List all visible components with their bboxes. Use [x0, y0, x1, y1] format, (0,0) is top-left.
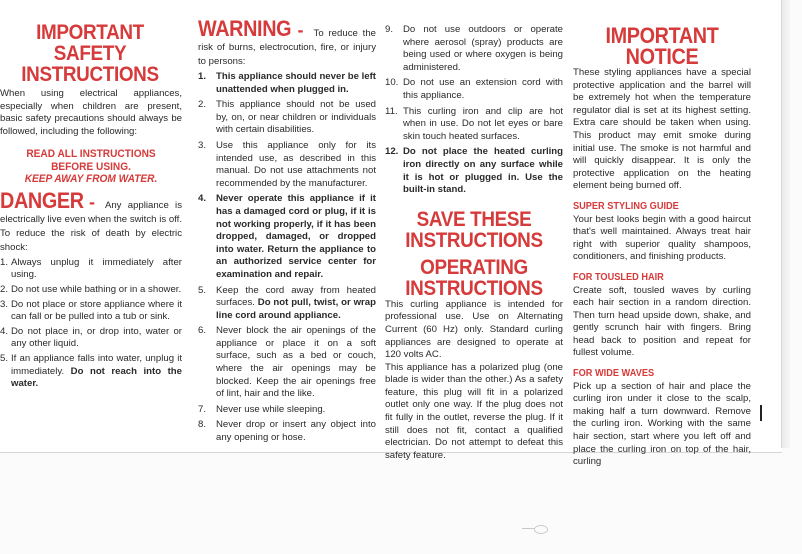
- item-number: 9.: [385, 24, 394, 35]
- safety-title: IMPORTANT SAFETY INSTRUCTIONS: [21, 21, 159, 86]
- danger-list: [0, 257, 182, 391]
- item-bold-text: Do not place the heated curling iron directly on any surface while it is hot or plugged in. Use the built-in stand.: [403, 146, 563, 196]
- item-number: 5.: [0, 353, 9, 365]
- operating-instructions-line1: OPERATING: [420, 255, 528, 279]
- wide-waves-heading: FOR WIDE WAVES: [573, 368, 655, 380]
- list-item: [198, 140, 376, 190]
- item-text: Never drop or insert any object into any opening or hose.: [216, 419, 376, 444]
- tousled-hair-heading: FOR TOUSLED HAIR: [573, 271, 664, 283]
- list-item: [0, 326, 182, 351]
- warning-list-continued: [385, 24, 563, 197]
- styling-guide-text: Your best looks begin with a good haircut that's well maintained. Always treat hair right with superior quality shampoos, conditioners, and finishing products.: [573, 213, 751, 263]
- warning-list: [198, 71, 376, 445]
- item-bold-text: Never operate this appliance if it has a damaged cord or plug, if it is not working properly, if it has been dropped, damaged, or dropped into water. Return the appliance to an authorized service center for examination and repair.: [216, 193, 376, 280]
- styling-guide-heading: SUPER STYLING GUIDE: [573, 200, 679, 212]
- item-number: 2.: [198, 99, 207, 111]
- danger-heading: [0, 187, 182, 255]
- list-item: [0, 284, 182, 297]
- item-text: Keep the cord away from heated surfaces.: [216, 284, 376, 309]
- item-number: 4.: [0, 325, 9, 337]
- item-number: 7.: [198, 403, 207, 415]
- text-cursor-mark: [760, 405, 762, 421]
- item-number: 12.: [385, 146, 399, 158]
- item-number: 3.: [198, 139, 207, 151]
- list-item: [198, 285, 376, 323]
- item-text: Do not place or store appliance where it can fall or be pulled into a tub or sink.: [11, 298, 182, 323]
- item-text: This curling iron and clip are hot when in use. Do not let eyes or bare skin touch heated surfaces.: [403, 105, 563, 142]
- list-item: [0, 353, 182, 391]
- notice-text: These styling appliances have a special protective application and the barrel will be extremely hot when the temperature regulator dial is set at its highest setting. Extra care should be taken when using. This product may emit smoke during initial use. The smoke is not harmful and will quickly disappear. It is only the protective application on the heating element being burned off.: [573, 67, 751, 192]
- column-operating: [385, 0, 563, 462]
- safety-intro: When using electrical appliances, especially when children are present, basic safety precautions should always be followed, including the following:: [0, 88, 182, 137]
- item-text: Do not use an extension cord with this appliance.: [403, 77, 563, 101]
- scan-artifact-line: [522, 528, 534, 529]
- column-warning: [198, 0, 376, 448]
- list-item: [0, 299, 182, 324]
- tousled-hair-text: Create soft, tousled waves by curling each hair section in a random direction. Then turn head upside down, shake, and gently scrunch hair with fingers. Bring head back to position and repeat for fullest volume.: [573, 284, 751, 359]
- item-number: 1.: [198, 71, 207, 82]
- before-using: BEFORE USING.: [51, 160, 131, 173]
- item-text: Always unplug it immediately after using.: [11, 256, 182, 281]
- save-instructions-line2: INSTRUCTIONS: [405, 228, 543, 252]
- item-text: Never block the air openings of the appliance or place it on a soft surface, such as a bed or couch, where the air openings may be blocked. Keep the air openings free of lint, hair and the like.: [216, 325, 376, 400]
- list-item: [0, 257, 182, 282]
- column-notice: [573, 0, 751, 469]
- item-bold-text: This appliance should never be left unattended when plugged in.: [216, 71, 376, 95]
- list-item: [198, 419, 376, 444]
- save-instructions-line1: SAVE THESE: [416, 207, 532, 231]
- item-number: 8.: [198, 419, 207, 431]
- item-text: Do not use while bathing or in a shower.: [11, 284, 182, 296]
- list-item: [198, 325, 376, 401]
- wide-waves-text: Pick up a section of hair and place the curling iron under it close to the scalp, making half a turn downward. Remove the curling iron. Working with the same hair section, start where you left off and place the curling iron on top of the hair, curling: [573, 380, 751, 468]
- item-text: Never use while sleeping.: [216, 403, 326, 415]
- warning-dash: -: [297, 20, 304, 40]
- list-item: [385, 146, 563, 196]
- warning-text: To reduce the risk of burns, electrocution, fire, or injury to persons:: [198, 28, 376, 67]
- list-item: [198, 71, 376, 96]
- column-safety: [0, 0, 182, 393]
- item-number: 4.: [198, 193, 207, 205]
- item-text: Do not use outdoors or operate where aerosol (spray) products are being used or where oxygen is being administered.: [403, 24, 563, 73]
- operating-paragraph-1: This curling appliance is intended for professional use. Use on Alternating Current (60 Hz) only. Standard curling appliances are designed to operate at 120 volts AC.: [385, 298, 563, 361]
- item-number: 3.: [0, 298, 9, 310]
- item-number: 5.: [198, 284, 207, 296]
- list-item: [198, 193, 376, 281]
- operating-instructions-line2: INSTRUCTIONS: [405, 276, 543, 300]
- notice-title: IMPORTANT NOTICE: [605, 23, 719, 69]
- list-item: [198, 99, 376, 137]
- item-bold-text: Do not pull, twist, or wrap line cord around appliance.: [216, 297, 376, 321]
- read-all-instructions: READ ALL INSTRUCTIONS: [26, 148, 156, 161]
- item-number: 6.: [198, 325, 207, 337]
- list-item: [385, 24, 563, 74]
- item-number: 10.: [385, 77, 399, 89]
- item-text: Do not place in, or drop into, water or any other liquid.: [11, 325, 182, 350]
- item-number: 11.: [385, 105, 398, 117]
- danger-word: DANGER: [0, 187, 84, 213]
- scan-artifact-loop: [534, 525, 548, 534]
- warning-heading: [198, 16, 376, 69]
- item-number: 2.: [0, 284, 9, 296]
- item-text: If an appliance falls into water, unplug it immediately.: [11, 353, 182, 377]
- list-item: [198, 404, 376, 417]
- danger-dash: -: [88, 191, 95, 212]
- list-item: [385, 77, 563, 102]
- keep-away-from-water: KEEP AWAY FROM WATER.: [24, 173, 158, 186]
- operating-paragraph-2: This appliance has a polarized plug (one blade is wider than the other.) As a safety feature, this plug will fit in a polarized outlet only one way. If the plug does not fit fully in the outlet, reverse the plug. If it still does not fit, contact a qualified electrician. Do not attempt to defeat this safety feature.: [385, 361, 563, 461]
- item-number: 1.: [0, 256, 9, 268]
- item-text: This appliance should not be used by, on, or near children or individuals with certain disabilities.: [216, 99, 376, 136]
- warning-word: WARNING: [198, 16, 292, 41]
- list-item: [385, 106, 563, 144]
- item-text: Use this appliance only for its intended use, as described in this manual. Do not use attachments not recommended by the manufacturer.: [216, 139, 376, 189]
- item-bold-text: Do not reach into the water.: [11, 365, 182, 390]
- danger-text: Any appliance is electrically live even when the switch is off. To reduce the risk of death by electric shock:: [0, 199, 182, 253]
